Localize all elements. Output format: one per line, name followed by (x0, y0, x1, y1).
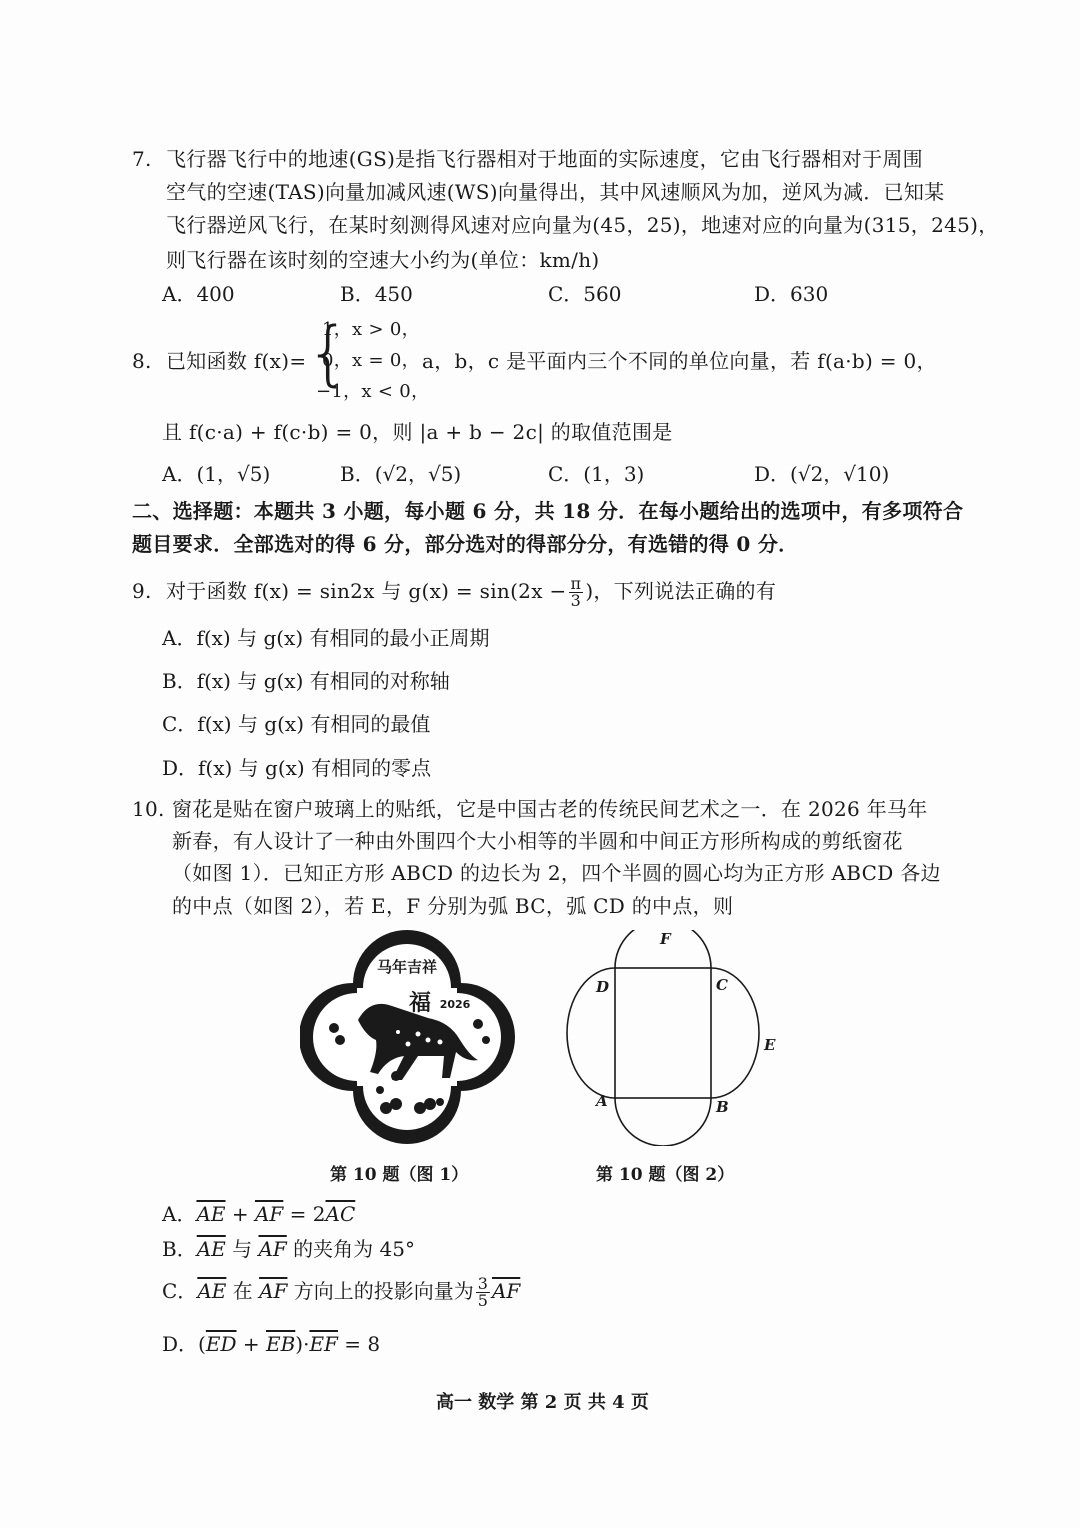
q10-option-a (162, 1200, 355, 1228)
q9-option-d: D．f(x) 与 g(x) 有相同的零点 (162, 756, 432, 780)
square-abcd (615, 968, 711, 1098)
label-c: C (716, 976, 728, 994)
q10-line-4: 的中点（如图 2），若 E，F 分别为弧 BC，弧 CD 的中点，则 (172, 894, 734, 918)
figure-2-caption: 第 10 题（图 2） (596, 1165, 735, 1185)
q9-stem-pre: 对于函数 f(x) = sin2x 与 g(x) = sin(2x − (166, 579, 567, 603)
vector-ef: $\overline{EF}$ (309, 1332, 338, 1356)
q7-option-c: C．560 (548, 282, 622, 306)
q10-line-3: （如图 1）．已知正方形 ABCD 的边长为 2，四个半圆的圆心均为正方形 ABCD 各边 (172, 861, 941, 885)
q7-option-d: D．630 (754, 282, 829, 306)
q10-option-c-post: 方向上的投影向量为 (287, 1279, 474, 1303)
q9-option-b: B．f(x) 与 g(x) 有相同的对称轴 (162, 669, 450, 693)
q7-option-a: A．400 (162, 282, 235, 306)
q7-line-2: 空气的空速(TAS)向量加减风速(WS)向量得出，其中风速顺风为加，逆风为减．已知某 (166, 180, 945, 204)
q10-option-a-label: A． (162, 1202, 197, 1226)
q7-option-b: B．450 (340, 282, 413, 306)
q10-option-c-mid: 在 (226, 1279, 260, 1303)
q8-lead-line (132, 347, 306, 375)
q10-option-d-post: = 8 (337, 1332, 381, 1356)
q10-option-c-fraction (476, 1276, 490, 1309)
figure-2-geometry (560, 930, 790, 1146)
q10-option-c-label: C． (162, 1279, 198, 1303)
q7-number: 7. (132, 147, 152, 171)
q10-frac-num: 3 (477, 1274, 488, 1293)
q9-frac-den: 3 (570, 591, 582, 610)
q10-option-d-plus: + (236, 1332, 266, 1356)
q8-option-a: A．(1，√5) (162, 462, 271, 486)
q10-option-d-label: D． (162, 1332, 199, 1356)
q9-option-a: A．f(x) 与 g(x) 有相同的最小正周期 (162, 626, 490, 650)
q10-number: 10. (132, 797, 165, 821)
page-footer: 高一 数学 第 2 页 共 4 页 (436, 1392, 649, 1413)
label-d: D (596, 978, 610, 996)
q8-option-d: D．(√2，√10) (754, 462, 890, 486)
q10-option-b-label: B． (162, 1237, 197, 1261)
fig1-title: 马年吉祥 (376, 958, 438, 976)
q10-option-d-close: )· (295, 1332, 310, 1356)
q10-frac-den: 5 (477, 1291, 488, 1310)
q10-option-b-post: 的夹角为 45° (286, 1237, 415, 1261)
q9-fraction (569, 576, 584, 609)
q10-text-1: 窗花是贴在窗户玻璃上的贴纸，它是中国古老的传统民间艺术之一．在 2026 年马年 (172, 797, 928, 821)
q7-line-1 (132, 145, 923, 173)
figure-1-caption: 第 10 题（图 1） (330, 1165, 469, 1185)
q8-stem-tail: a，b，c 是平面内三个不同的单位向量，若 f(a·b) = 0， (422, 349, 937, 373)
q9-number: 9. (132, 579, 152, 603)
label-e: E (764, 1036, 776, 1054)
q8-line-2: 且 f(c·a) + f(c·b) = 0，则 |a + b − 2c| 的取值范围是 (162, 420, 673, 444)
vector-ac: $\overline{AC}$ (325, 1202, 356, 1226)
section-2-line-2: 题目要求．全部选对的得 6 分，部分选对的得部分分，有选错的得 0 分． (132, 532, 799, 556)
vector-ae: $\overline{AE}$ (196, 1202, 226, 1226)
q9-stem-post: )，下列说法正确的有 (585, 579, 777, 603)
vector-ae: $\overline{AE}$ (197, 1279, 227, 1303)
q10-option-a-plus: + (225, 1202, 255, 1226)
fig1-year: 2026 (439, 998, 471, 1011)
arc-ab (615, 1098, 711, 1146)
q9-frac-num: π (570, 574, 582, 593)
label-a: A (596, 1092, 608, 1110)
q7-line-3: 飞行器逆风飞行，在某时刻测得风速对应向量为(45，25)，地速对应的向量为(315，245)， (166, 213, 999, 237)
geometry-shape (567, 930, 759, 1146)
label-b: B (716, 1098, 729, 1116)
q8-lead: 已知函数 f(x)= (166, 349, 307, 373)
q10-option-d-open: ( (198, 1332, 206, 1356)
q8-piecewise-brace: { (306, 312, 351, 394)
label-f: F (660, 930, 671, 948)
q8-case-3: −1，x < 0， (316, 381, 430, 402)
vector-ae: $\overline{AE}$ (196, 1237, 226, 1261)
fig1-fu: 福 (408, 990, 432, 1016)
q10-option-d (162, 1330, 380, 1358)
q10-line-1 (132, 795, 928, 823)
vector-af: $\overline{AF}$ (491, 1279, 521, 1303)
vector-eb: $\overline{EB}$ (265, 1332, 296, 1356)
q10-line-2: 新春，有人设计了一种由外围四个大小相等的半圆和中间正方形所构成的剪纸窗花 (172, 829, 903, 853)
q10-option-b-mid: 与 (225, 1237, 259, 1261)
vector-ed: $\overline{ED}$ (205, 1332, 237, 1356)
q8-case-1: 1，x > 0， (322, 319, 420, 340)
q9-option-c: C．f(x) 与 g(x) 有相同的最值 (162, 712, 431, 736)
q8-option-c: C．(1，3) (548, 462, 645, 486)
vector-af: $\overline{AF}$ (254, 1202, 284, 1226)
q10-option-b (162, 1235, 415, 1263)
vector-af: $\overline{AF}$ (259, 1279, 288, 1303)
q8-case-2: 0，x = 0， (322, 350, 420, 371)
q8-option-b: B．(√2，√5) (340, 462, 462, 486)
q9-stem (132, 576, 776, 609)
q8-number: 8. (132, 349, 152, 373)
section-2-line-1: 二、选择题：本题共 3 小题，每小题 6 分，共 18 分．在每小题给出的选项中，有多项符合 (132, 499, 964, 523)
q7-line-4: 则飞行器在该时刻的空速大小约为(单位：km/h) (166, 248, 600, 272)
q10-option-c (162, 1276, 520, 1309)
vector-af: $\overline{AF}$ (258, 1237, 287, 1261)
q10-option-a-eq: = 2 (283, 1202, 326, 1226)
q7-text-1: 飞行器飞行中的地速(GS)是指飞行器相对于地面的实际速度，它由飞行器相对于周围 (166, 147, 923, 171)
figure-1-window-flower (300, 928, 515, 1146)
